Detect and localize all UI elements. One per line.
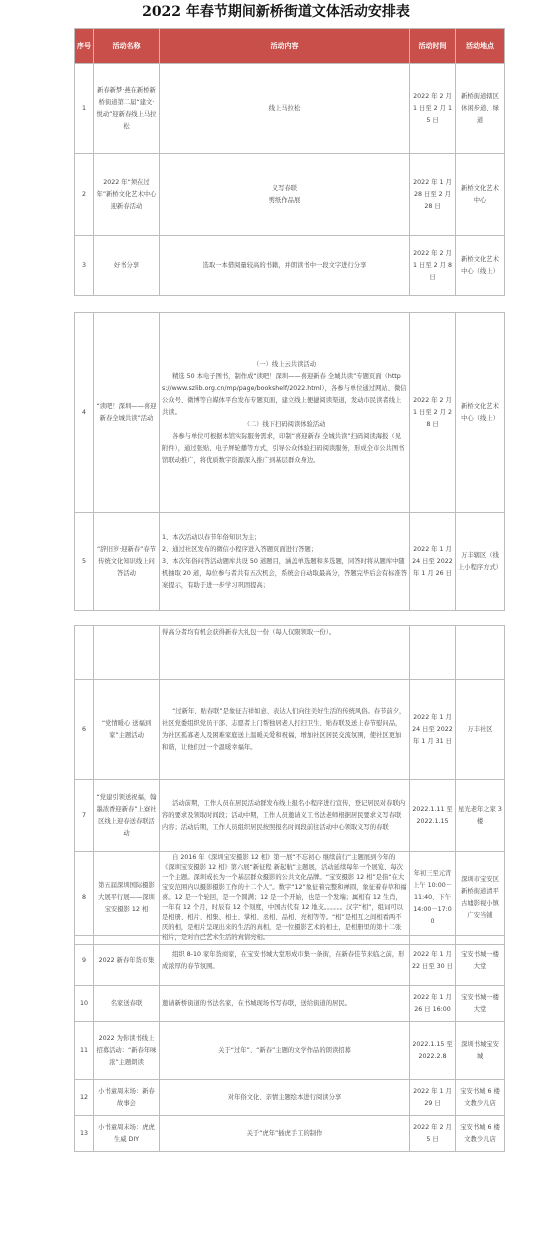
activity-table-page-4	[74, 935, 505, 1152]
table-row	[75, 852, 505, 945]
row-content	[160, 313, 410, 513]
row-place: 新桥街道辖区休闲步道、绿道	[456, 64, 505, 154]
row-place: 星光老年之家 3 楼	[456, 780, 505, 852]
row-name: 名家送春联	[94, 986, 160, 1022]
row-time: 2022 年 2 月 5 日	[410, 1116, 456, 1152]
row-place: 宝安书城一楼大堂	[456, 936, 505, 986]
content-line: 各参与单位可根据本馆实际服务需求，印制“喜迎新春 全城共读”扫码阅读海报（见附件），通过张贴、电子屏轮播等方式，引导公众体验扫码阅读服务，形成全市公共图书馆联动推广，将优质数字资源深入推广到基层群众身边。	[162, 432, 405, 464]
row-time: 年初三至元宵上午 10:00－11:40、下午 14:00－17:00	[410, 852, 456, 945]
table-row	[75, 64, 505, 154]
row-time: 2022 年 2 月 1 日至 2 月 15 日	[410, 64, 456, 154]
activity-table-page-2	[74, 312, 505, 611]
row-content: 关于“过年”、“新春”主题的文学作品的朗读招募	[160, 1022, 410, 1080]
row-content: 邀请新桥街道的书法名家，在书城现场书写春联，送给街道的居民。	[160, 986, 410, 1022]
row-time: 2022 年 1 月 24 日至 2022 年 1 月 31 日	[410, 680, 456, 780]
row-name: “辞旧岁·迎新春”春节传统文化知识线上问答活动	[94, 513, 160, 611]
table-row	[75, 780, 505, 852]
header-content: 活动内容	[160, 29, 410, 64]
row-time: 2022 年 2 月 1 日至 2 月 28 日	[410, 313, 456, 513]
activity-table-page-3	[74, 625, 505, 945]
table-row	[75, 154, 505, 236]
content-line: 精选 50 本电子图书，制作成“读吧！深圳——喜迎新春 全城共读”专题页面（https://www.szlib.org.cn/mp/page/bookshelf/2022.html），各参与单位通过网站、微信公众号、微博等自媒体平台发布专题页面，建立线上便捷阅读渠道，发动市民读者线上共读。	[162, 372, 407, 416]
table-row	[75, 1080, 505, 1116]
row-time: 2022 年 1 月 28 日至 2 月 28 日	[410, 154, 456, 236]
row-content: 组织 8-10 家年货商家，在宝安书城大堂形成市集一条街，在新春佳节来临之前，形成浓厚的春节氛围。	[160, 936, 410, 986]
row-place: 深圳书城宝安城	[456, 1022, 505, 1080]
row-time: 2022 年 1 月 26 日 16:00	[410, 986, 456, 1022]
row-name: “读吧！深圳——喜迎新春全城共读”活动	[94, 313, 160, 513]
table-row	[75, 986, 505, 1022]
content-line: 1、本次活动以春节年俗知识为主；	[162, 533, 261, 541]
table-header-row	[75, 29, 505, 64]
row-name: 第五届深圳国际摄影大展平行展——深圳宝安摄影 12 相	[94, 852, 160, 945]
table-row	[75, 1116, 505, 1152]
content-line: （一）线上云共读活动	[253, 360, 316, 368]
row-content: 对年俗文化、亲情主题绘本进行阅读分享	[160, 1080, 410, 1116]
table-row	[75, 313, 505, 513]
table-row	[75, 680, 505, 780]
row-time: 2022 年 1 月 24 日至 2022 年 1 月 26 日	[410, 513, 456, 611]
row-name: 小书童周末场：新春故事会	[94, 1080, 160, 1116]
row-no: 11	[75, 1022, 94, 1080]
header-no: 序号	[75, 29, 94, 64]
row-no: 4	[75, 313, 94, 513]
content-line: （二）线下扫码阅读体验活动	[243, 420, 326, 428]
row-time: 2022.1.11 至 2022.1.15	[410, 780, 456, 852]
content-line: 义写春联	[271, 184, 298, 192]
content-line: 剪纸作品展	[268, 196, 301, 204]
row-place: 宝安书城 6 楼文教少儿店	[456, 1080, 505, 1116]
row-no: 8	[75, 852, 94, 945]
row-content: 自 2016 年《深圳宝安摄影 12 相》第一展“不忘初心 继续前行”主题展到今年的《深圳宝安摄影 12 相》第六展“新征程 新起航”主题展，活动延续每年一个展览、每次一个主题。深圳戒长为一个基层群众摄影的公共文化品牌。“宝安摄影 12 相”是指“在大宝安范围内以摄影摄影工作的十二个人”。数字“12”象征着完整和禅圆，象征着春草和福喜。12 是一个轮回，是一个圆满；12 是一个开始，也是一个发端；属相有 12 生肖，一年有 12 个月，时辰有 12 个刻度，中国古代有 12 地支。。。。。。汉字“相”，组词可以是相册、相片、相集、相士、掌相、丞相、品相、亮相等等。“相”是相互之间相看两不厌的相，是相片呈现出来的生活的真相，是一位摄影艺术的相士，是相册里的第十二张相片，是对自己艺术生活的真情亮相。	[160, 852, 410, 945]
row-no: 6	[75, 680, 94, 780]
row-content: 选取一本借阅量较高的书籍，并朗读书中一段文字进行分享	[160, 236, 410, 296]
row-name: 小书童周末场：虎虎生威 DIY	[94, 1116, 160, 1152]
row-place: 宝安书城 6 楼文教少儿店	[456, 1116, 505, 1152]
row-content: 线上马拉松	[160, 64, 410, 154]
row-no: 13	[75, 1116, 94, 1152]
row-content: “过新年、贴春联”是象征吉祥如意、表达人们向往美好生活的传统风俗。春节前夕，社区党委组织党员干部、志愿者上门帮独居老人打扫卫生、贴春联及送上春节慰问品，为社区孤寡老人及困难家庭送上温暖关爱和祝福，增加社区居民交流氛围，使社区更加和谐，让他们过一个温暖幸福年。	[160, 680, 410, 780]
row-no: 10	[75, 986, 94, 1022]
table-row	[75, 1022, 505, 1080]
row-time: 2022 年 1 月 29 日	[410, 1080, 456, 1116]
row-place: 新桥文化艺术中心	[456, 154, 505, 236]
row-no: 12	[75, 1080, 94, 1116]
row-name: 好书分享	[94, 236, 160, 296]
row-time: 2022 年 2 月 1 日至 2 月 8 日	[410, 236, 456, 296]
table-row	[75, 236, 505, 296]
table-row	[75, 936, 505, 986]
row-content: 关于“虎年”插虎手工的制作	[160, 1116, 410, 1152]
content-line: 2、通过社区发布的微信小程序进入答题页面进行答题；	[162, 545, 318, 553]
row-content: 活动前期，工作人员在居民活动群发布线上报名小程序进行宣传，登记居民对春联内容的要求及领取时间段；活动中期，工作人员邀请义工书法老师根据居民要求义写春联内容；活动后期，工作人员组织居民按照报名时间段前往活动中心领取义写的春联	[160, 780, 410, 852]
table-row	[75, 513, 505, 611]
row-place: 宝安书城一楼大堂	[456, 986, 505, 1022]
row-name: “党建引领送祝福，翰墨浓香迎新春”上寮社区线上迎春送春联活动	[94, 780, 160, 852]
page-title: 2022 年春节期间新桥街道文体活动安排表	[142, 4, 410, 20]
row-time: 2022 年 1 月 22 日至 30 日	[410, 936, 456, 986]
row-content-continued: 得高分者均有机会获得新春大礼包一份（每人仅限领取一份）。	[160, 626, 410, 680]
row-name: 2022 新春年货市集	[94, 936, 160, 986]
row-name: 2022 为你读书线上招募活动：“新春年味浓”主题朗读	[94, 1022, 160, 1080]
row-place: 万丰辖区（线上小程序方式）	[456, 513, 505, 611]
row-place: 深圳市宝安区新桥街道清平古墟影视小镇广安当铺	[456, 852, 505, 945]
row-place: 新桥文化艺术中心（线上）	[456, 236, 505, 296]
table-row-continued	[75, 626, 505, 680]
row-content	[160, 513, 410, 611]
content-line: 3、本次年俗问答活动题库共设 50 道题目，涵盖单选题和多选题，同答时将从题库中随机抽取 20 道，每位参与者共有五次机会，系统会自动取最高分，答题完毕后会有标准答案提示，有助于进一步学习巩固提高；	[162, 557, 408, 589]
row-no: 2	[75, 154, 94, 236]
row-no: 3	[75, 236, 94, 296]
row-no: 9	[75, 936, 94, 986]
row-no: 1	[75, 64, 94, 154]
row-time: 2022.1.15 至 2022.2.8	[410, 1022, 456, 1080]
header-name: 活动名称	[94, 29, 160, 64]
row-place: 新桥文化艺术中心（线上）	[456, 313, 505, 513]
row-no: 5	[75, 513, 94, 611]
header-place: 活动地点	[456, 29, 505, 64]
row-place: 万丰社区	[456, 680, 505, 780]
row-name: 新春新梦·燕在新桥新桥街道第二届“建文·悦动”迎新春线上马拉松	[94, 64, 160, 154]
row-name: “党情暖心 送福到家”主题活动	[94, 680, 160, 780]
row-no: 7	[75, 780, 94, 852]
header-time: 活动时间	[410, 29, 456, 64]
row-name: 2022 年“须在过年”新桥文化艺术中心迎新春活动	[94, 154, 160, 236]
activity-table-page-1	[74, 28, 505, 296]
row-content	[160, 154, 410, 236]
